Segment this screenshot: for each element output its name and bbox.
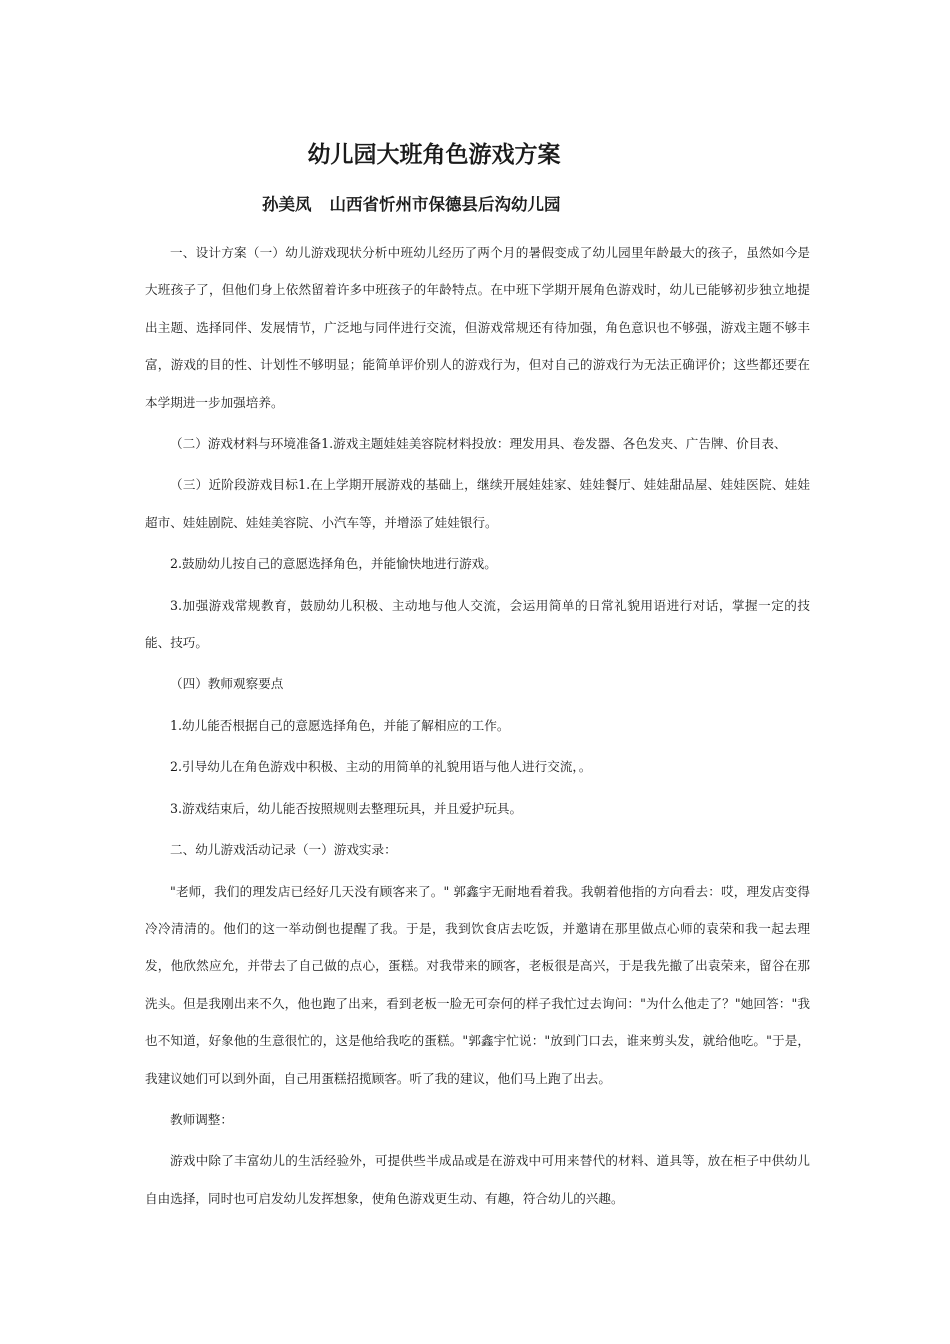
paragraph: 1.幼儿能否根据自己的意愿选择角色，并能了解相应的工作。 [170,717,510,733]
paragraph: 3.游戏结束后，幼儿能否按照规则去整理玩具，并且爱护玩具。 [170,800,523,816]
paragraph: 一、设计方案（一）幼儿游戏现状分析中班幼儿经历了两个月的暑假变成了幼儿园里年龄最大的孩子，虽然如今是大班孩子了，但他们身上依然留着许多中班孩子的年龄特点。在中班下学期开展角色游戏时，幼儿已能够初步独立地提出主题、选择同伴、发展情节，广泛地与同伴进行交流，但游戏常规还有待加强，角色意识也不够强，游戏主题不够丰富，游戏的目的性、计划性不够明显；能简单评价别人的游戏行为，但对自己的游戏行为无法正确评价；这些都还要在本学期进一步加强培养。 [145,245,810,410]
author-organization: 山西省忻州市保德县后沟幼儿园 [329,195,561,214]
document-title: 幼儿园大班角色游戏方案 [307,142,561,168]
paragraph: （四）教师观察要点 [170,676,284,692]
document-body [145,234,810,1221]
paragraph: "老师，我们的理发店已经好几天没有顾客来了。" 郭鑫宇无耐地看着我。我朝着他指的方向看去：哎，理发店变得冷冷清清的。他们的这一举动倒也提醒了我。于是，我到饮食店去吃饭，并邀请在那里做点心师的袁荣和我一起去理发，他欣然应允，并带去了自己做的点心，蛋糕。对我带来的顾客，老板很是高兴，于是我先撤了出袁荣来，留谷在那洗头。但是我刚出来不久，他也跑了出来，看到老板一脸无可奈何的样子我忙过去询问："为什么他走了？"她回答："我也不知道，好象他的生意很忙的，这是他给我吃的蛋糕。"郭鑫宇忙说："放到门口去，谁来剪头发，就给他吃。"于是，我建议她们可以到外面，自己用蛋糕招揽顾客。听了我的建议，他们马上跑了出去。 [145,883,810,1086]
paragraph: 游戏中除了丰富幼儿的生活经验外，可提供些半成品或是在游戏中可用来替代的材料、道具等，放在柜子中供幼儿自由选择，同时也可启发幼儿发挥想象，使角色游戏更生动、有趣，符合幼儿的兴趣。 [145,1153,810,1206]
author-line [262,191,561,215]
paragraph: 3.加强游戏常规教育，鼓励幼儿积极、主动地与他人交流，会运用简单的日常礼貌用语进行对话，掌握一定的技能、技巧。 [145,597,810,651]
paragraph: 二、幼儿游戏活动记录（一）游戏实录： [170,842,397,858]
paragraph: 2.引导幼儿在角色游戏中积极、主动的用简单的礼貌用语与他人进行交流，。 [170,759,592,775]
paragraph: （二）游戏材料与环境准备1.游戏主题娃娃美容院材料投放：理发用具、卷发器、各色发夹、广告牌、价目表、 [170,436,787,452]
author-name: 孙美凤 [262,195,312,214]
paragraph: （三）近阶段游戏目标1.在上学期开展游戏的基础上，继续开展娃娃家、娃娃餐厅、娃娃甜品屋、娃娃医院、娃娃超市、娃娃剧院、娃娃美容院、小汽车等，并增添了娃娃银行。 [145,477,810,530]
paragraph: 2.鼓励幼儿按自己的意愿选择角色，并能愉快地进行游戏。 [170,556,497,572]
paragraph: 教师调整： [170,1111,233,1127]
